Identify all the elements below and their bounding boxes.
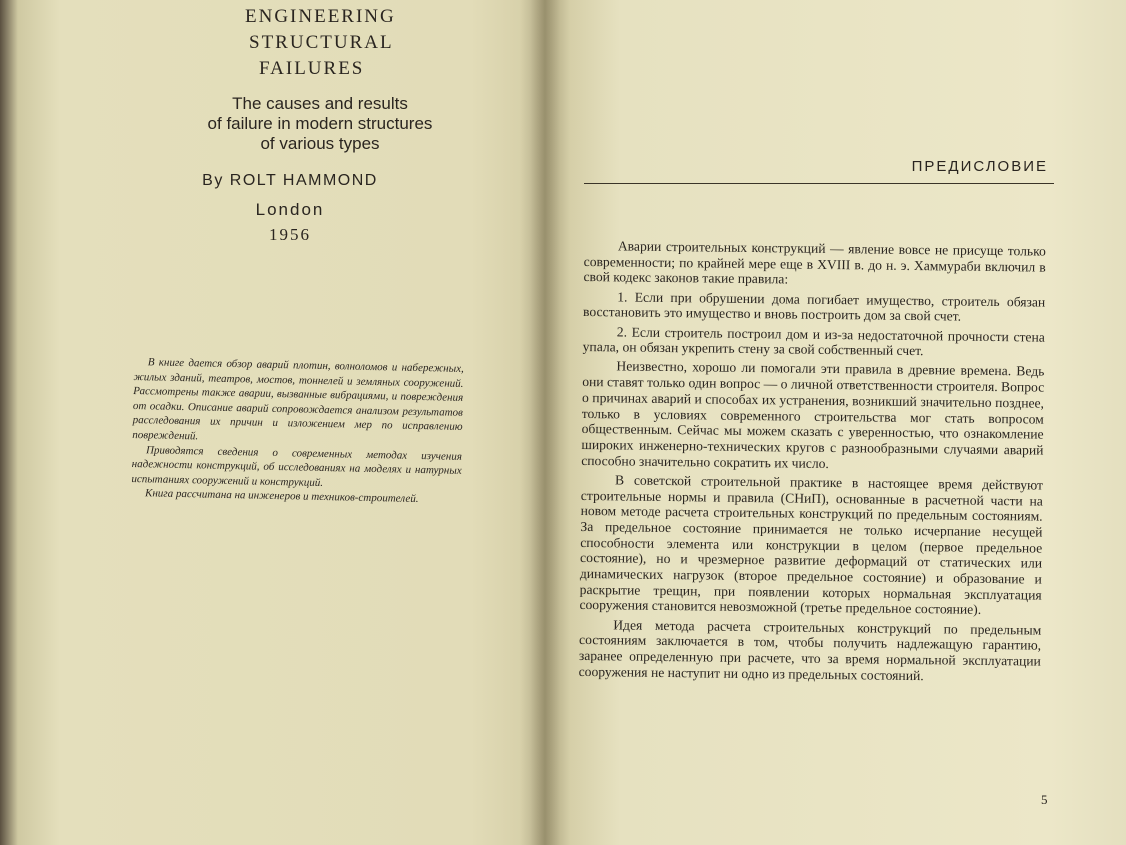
english-title-line: FAILURES — [259, 58, 365, 79]
english-title-line: STRUCTURAL — [249, 32, 394, 53]
english-title — [245, 4, 545, 82]
left-page — [30, 0, 530, 845]
preface-paragraph: Неизвестно, хорошо ли помогали эти правила в древние времена. Ведь они ставят только один вопрос — о личной ответственности строителя. Вопрос о причинах аварий и способах их устранения, возникший значительно позднее, только в условиях современного строительства мог стать вопросом общественным. Сейчас мы можем сказать с уверенностью, что ознакомление широких инженерно-технических кругов с разнообразными случаями аварий способно значительно сократить их число. — [581, 358, 1045, 471]
english-title-line: ENGINEERING — [245, 6, 396, 27]
preface-paragraph: В советской строительной практике в настоящее время действуют строительные нормы и правила (СНиП), основанные в расчетной части на новом методе расчета строительных конструкций по предельным состояниям. За предельное состояние принимается не только исчерпание несущей способности элемента или конструкции в целом (первое предельное состояние), но и чрезмерное развитие деформаций от статических или динамических нагрузок (второе предельное состояние) и образование и раскрытие трещин, при появлении которых нормальная эксплуатация сооружения становится невозможной (третье предельное состояние). — [579, 472, 1044, 618]
abstract-paragraph: В книге дается обзор аварий плотин, волноломов и набережных, жилых зданий, театров, мостов, тоннелей и земляных сооружений. Рассмотрены также аварии, вызванные вибрациями, и повреждения от осадки. Описание аварий сопровождается анализом результатов расследования их причин и изложением мер по исправлению повреждений. — [132, 356, 464, 443]
preface-paragraph: 1. Если при обрушении дома погибает имущество, строитель обязан восстановить это имущество и вновь построить дом за свой счет. — [583, 289, 1046, 324]
english-year: 1956 — [269, 225, 311, 244]
heading-rule — [584, 183, 1054, 184]
preface-paragraph: Идея метода расчета строительных конструкций по предельным состояниям заключается в том, чтобы получить надлежащую гарантию, заранее определенную при расчете, что за время нормальной эксплуатации сооружения не наступит ни одно из предельных состояний. — [578, 617, 1042, 683]
preface-heading: ПРЕДИСЛОВИЕ — [911, 158, 1048, 175]
page-number: 5 — [1041, 792, 1048, 807]
english-subtitle-line: of failure in modern structures — [207, 114, 433, 133]
abstract-block — [131, 355, 464, 508]
right-page — [560, 0, 1126, 845]
preface-paragraph: Аварии строительных конструкций — явление вовсе не присуще только современности; по крайней мере еще в XVIII в. до н. э. Хаммураби включил в свой кодекс законов такие правила: — [583, 238, 1046, 287]
english-subtitle — [200, 94, 440, 154]
abstract-paragraph: Приводятся сведения о современных методах изучения надежности конструкций, об исследованиях на моделях и натурных испытаниях сооружений и конструкций. — [131, 443, 463, 489]
english-subtitle-line: The causes and results — [232, 94, 408, 113]
preface-body — [579, 238, 1046, 689]
english-author: By ROLT HAMMOND — [202, 172, 378, 189]
english-subtitle-line: of various types — [260, 134, 380, 153]
english-city: London — [255, 200, 325, 219]
abstract-paragraph: Книга рассчитана на инженеров и техников-строителей. — [144, 487, 419, 506]
preface-paragraph: 2. Если строитель построил дом и из-за недостаточной прочности стена упала, он обязан укрепить стену за свой собственный счет. — [582, 323, 1045, 359]
